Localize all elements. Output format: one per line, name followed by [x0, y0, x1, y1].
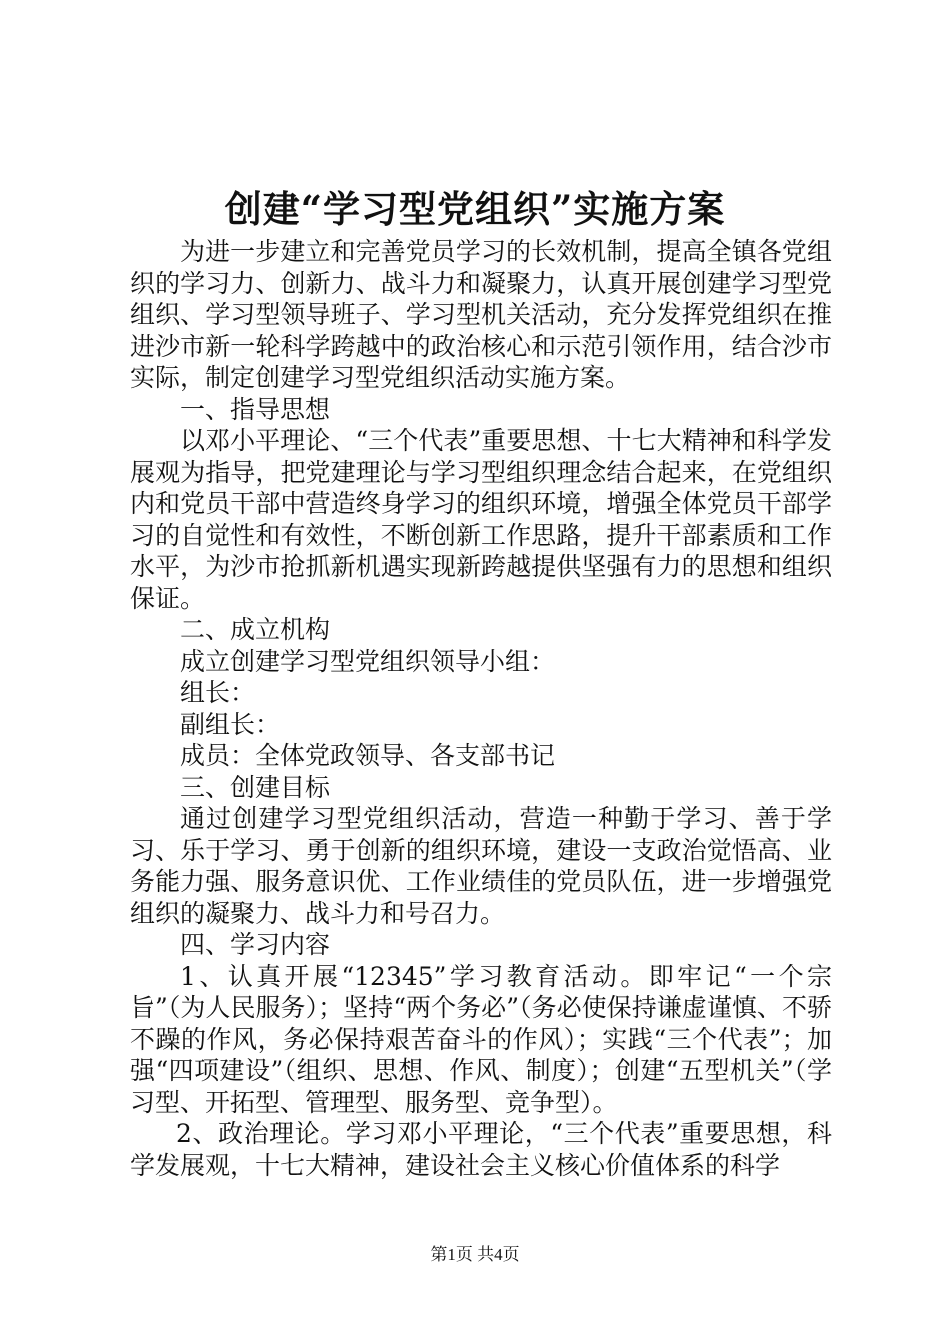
organization-line: 成立创建学习型党组织领导小组： [180, 646, 556, 676]
section-heading-goals: 三、创建目标 [180, 772, 331, 802]
section-heading-guiding-ideology: 一、指导思想 [180, 394, 331, 424]
deputy-leader-line: 副组长： [180, 709, 281, 739]
goals-paragraph: 通过创建学习型党组织活动，营造一种勤于学习、善于学习、乐于学习、勇于创新的组织环境，建设一支政治觉悟高、业务能力强、服务意识优、工作业绩佳的党员队伍，进一步增强党组织的凝聚力、战斗力和号召力。 [130, 804, 832, 928]
document-body [130, 236, 832, 1181]
document-title: 创建“学习型党组织”实施方案 [224, 187, 726, 231]
members-line: 成员：全体党政领导、各支部书记 [180, 741, 556, 770]
content-item-2: 2、政治理论。学习邓小平理论，“三个代表”重要思想，科学发展观，十七大精神，建设社会主义核心价值体系的科学 [130, 1119, 832, 1180]
section-heading-content: 四、学习内容 [180, 930, 331, 959]
section-heading-organization: 二、成立机构 [180, 615, 331, 644]
page-footer: 第1页 共4页 [430, 1245, 520, 1264]
intro-paragraph: 为进一步建立和完善党员学习的长效机制，提高全镇各党组织的学习力、创新力、战斗力和凝聚力，认真开展创建学习型党组织、学习型领导班子、学习型机关活动，充分发挥党组织在推进沙市新一轮科学跨越中的政治核心和示范引领作用，结合沙市实际，制定创建学习型党组织活动实施方案。 [130, 237, 832, 392]
content-item-1: 1、认真开展“12345”学习教育活动。即牢记“一个宗旨”（为人民服务）；坚持“两个务必”（务必使保持谦虚谨慎、不骄不躁的作风，务必保持艰苦奋斗的作风）；实践“三个代表”；加强“四项建设”（组织、思想、作风、制度）；创建“五型机关”（学习型、开拓型、管理型、服务型、竞争型）。 [130, 961, 832, 1117]
guiding-ideology-paragraph: 以邓小平理论、“三个代表”重要思想、十七大精神和科学发展观为指导，把党建理论与学习型组织理念结合起来，在党组织内和党员干部中营造终身学习的组织环境，增强全体党员干部学习的自觉性和有效性，不断创新工作思路，提升干部素质和工作水平，为沙市抢抓新机遇实现新跨越提供坚强有力的思想和组织保证。 [130, 426, 832, 613]
group-leader-line: 组长： [180, 678, 256, 707]
